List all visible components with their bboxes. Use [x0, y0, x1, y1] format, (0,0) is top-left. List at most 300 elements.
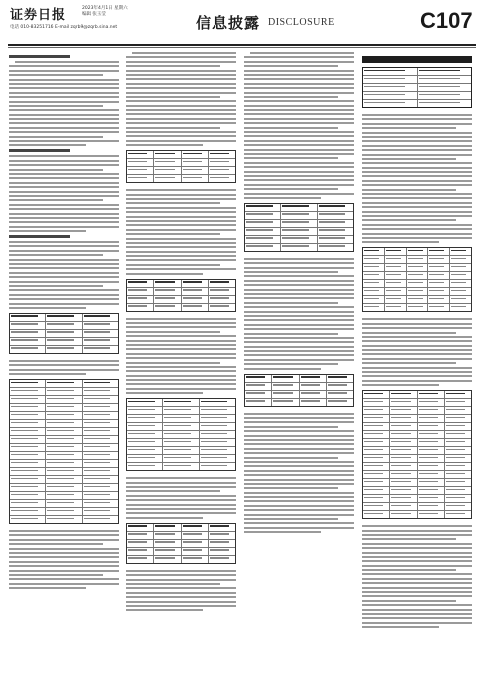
table-cell [127, 431, 163, 438]
text-line [9, 101, 119, 103]
table-cell [127, 447, 163, 454]
table-cell [10, 420, 46, 427]
text-line [244, 118, 354, 120]
table-row [127, 540, 235, 548]
table-cell [200, 463, 235, 470]
table-cell [363, 407, 390, 414]
text-line [362, 215, 472, 217]
column-body [362, 56, 472, 628]
text-line [362, 118, 472, 120]
text-line [244, 92, 354, 94]
table-row [127, 447, 235, 455]
text-line [244, 179, 354, 181]
table-row [10, 338, 118, 346]
text-line [9, 114, 119, 116]
table-cell [182, 151, 209, 158]
table-cell [154, 175, 181, 182]
table-row [363, 391, 471, 399]
text-line [244, 297, 354, 299]
text-line [244, 56, 354, 58]
table-cell [418, 511, 445, 518]
table-cell [83, 476, 118, 483]
text-line [126, 61, 236, 63]
text-line [244, 135, 354, 137]
table-cell [445, 479, 471, 486]
text-line [9, 173, 119, 175]
data-table [244, 374, 354, 407]
table-cell [10, 388, 46, 395]
table-cell [390, 503, 417, 510]
table-cell [390, 487, 417, 494]
table-row [363, 503, 471, 511]
data-table [9, 379, 119, 524]
table-cell [390, 511, 417, 518]
text-line [244, 127, 338, 129]
table-row [363, 280, 471, 288]
text-line [9, 543, 103, 545]
column-body [9, 55, 119, 589]
table-row [363, 495, 471, 503]
table-cell [10, 476, 46, 483]
text-line [362, 578, 472, 580]
table-row [10, 508, 118, 516]
table-cell [390, 407, 417, 414]
table-cell [154, 280, 181, 287]
text-line [126, 131, 236, 133]
text-line [362, 573, 472, 575]
text-line [362, 353, 472, 355]
text-line [9, 217, 119, 219]
text-line [126, 100, 236, 102]
issue-date: 2023年4月1日 星期六 [82, 6, 128, 11]
table-cell [418, 76, 472, 83]
text-line [244, 531, 321, 533]
table-cell [154, 524, 181, 531]
table-cell [300, 391, 327, 398]
text-line [126, 74, 236, 76]
text-line [126, 194, 236, 196]
text-line [244, 461, 354, 463]
text-line [244, 479, 354, 481]
text-line [244, 289, 354, 291]
text-line [126, 216, 236, 218]
table-cell [245, 383, 272, 390]
table-cell [83, 444, 118, 451]
table-row [10, 346, 118, 353]
table-row [10, 484, 118, 492]
table-row [127, 431, 235, 439]
text-line [362, 613, 472, 615]
text-line [362, 171, 472, 173]
text-line [126, 127, 220, 129]
text-line [9, 285, 103, 287]
table-cell [10, 436, 46, 443]
table-cell [127, 415, 163, 422]
table-row [363, 415, 471, 423]
text-line [126, 70, 236, 72]
text-line [244, 328, 354, 330]
table-row [127, 423, 235, 431]
text-line [244, 153, 354, 155]
masthead-meta [82, 6, 128, 18]
table-cell [83, 460, 118, 467]
text-line [244, 149, 354, 151]
table-cell [209, 304, 235, 311]
table-cell [363, 391, 390, 398]
table-cell [327, 399, 353, 406]
table-cell [385, 272, 407, 279]
table-cell [245, 212, 281, 219]
text-line [126, 255, 236, 257]
text-line [9, 263, 119, 265]
table-cell [127, 159, 154, 166]
table-cell [46, 412, 82, 419]
table-cell [209, 556, 235, 563]
table-cell [127, 288, 154, 295]
text-line [362, 189, 456, 191]
table-cell [154, 304, 181, 311]
table-cell [390, 423, 417, 430]
table-cell [418, 455, 445, 462]
text-line [126, 92, 236, 94]
table-cell [182, 548, 209, 555]
text-line [9, 208, 119, 210]
table-cell [182, 159, 209, 166]
table-row [245, 204, 353, 212]
text-line [362, 158, 456, 160]
table-cell [10, 380, 46, 387]
table-cell [83, 314, 118, 321]
table-row [363, 256, 471, 264]
text-line [244, 74, 354, 76]
text-line [244, 483, 354, 485]
text-line [362, 587, 472, 589]
table-cell [200, 447, 235, 454]
table-row [363, 423, 471, 431]
table-cell [10, 428, 46, 435]
table-cell [154, 296, 181, 303]
text-line [244, 514, 354, 516]
text-line [126, 375, 236, 377]
text-line [362, 327, 472, 329]
text-line [362, 525, 472, 527]
page-header [0, 0, 484, 44]
table-row [363, 439, 471, 447]
paragraph-heading [9, 149, 70, 152]
table-cell [46, 492, 82, 499]
text-line [362, 367, 472, 369]
table-cell [245, 204, 281, 211]
text-line [244, 452, 354, 454]
page-number: C107 [420, 8, 473, 33]
text-line [244, 306, 354, 308]
text-line [126, 109, 236, 111]
table-cell [385, 280, 407, 287]
table-cell [245, 228, 281, 235]
text-line [126, 392, 203, 394]
table-cell [390, 399, 417, 406]
table-row [10, 444, 118, 452]
text-line [362, 224, 472, 226]
table-cell [182, 540, 209, 547]
table-row [127, 407, 235, 415]
text-line [362, 543, 472, 545]
text-line [126, 353, 236, 355]
table-cell [10, 484, 46, 491]
table-cell [407, 248, 429, 255]
text-line [126, 512, 236, 514]
text-line [9, 144, 86, 146]
table-cell [445, 455, 471, 462]
table-cell [154, 548, 181, 555]
table-cell [418, 503, 445, 510]
text-line [9, 92, 119, 94]
text-line [126, 242, 236, 244]
text-line [9, 70, 119, 72]
table-cell [418, 423, 445, 430]
text-line [362, 358, 472, 360]
table-cell [46, 468, 82, 475]
table-cell [182, 524, 209, 531]
text-line [244, 258, 354, 260]
table-cell [46, 460, 82, 467]
table-row [363, 431, 471, 439]
table-row [363, 288, 471, 296]
table-cell [450, 280, 471, 287]
table-cell [418, 415, 445, 422]
table-cell [390, 495, 417, 502]
text-line [9, 565, 119, 567]
table-cell [46, 500, 82, 507]
table-cell [209, 280, 235, 287]
text-line [244, 96, 338, 98]
table-cell [46, 380, 82, 387]
text-line [244, 363, 338, 365]
table-cell [46, 388, 82, 395]
text-line [362, 332, 456, 334]
text-line [9, 289, 119, 291]
table-cell [428, 248, 450, 255]
text-line [126, 583, 220, 585]
text-line [126, 357, 236, 359]
table-cell [272, 399, 299, 406]
text-line [244, 341, 354, 343]
table-cell [46, 330, 82, 337]
text-line [362, 591, 472, 593]
text-line [9, 561, 119, 563]
text-line [362, 202, 472, 204]
table-cell [154, 532, 181, 539]
text-line [362, 569, 456, 571]
text-line [244, 509, 354, 511]
table-cell [83, 484, 118, 491]
table-cell [445, 439, 471, 446]
text-line [362, 345, 472, 347]
table-cell [127, 556, 154, 563]
table-cell [46, 420, 82, 427]
table-cell [10, 330, 46, 337]
table-cell [10, 338, 46, 345]
table-cell [363, 503, 390, 510]
text-line [362, 556, 472, 558]
text-line [9, 79, 119, 81]
text-line [362, 127, 456, 129]
text-line [9, 226, 119, 228]
table-row [10, 380, 118, 388]
text-line [244, 267, 354, 269]
table-row [363, 463, 471, 471]
text-line [362, 560, 472, 562]
text-line [244, 359, 354, 361]
table-row [363, 264, 471, 272]
table-cell [445, 463, 471, 470]
table-cell [245, 375, 272, 382]
text-line [126, 105, 236, 107]
table-cell [418, 391, 445, 398]
table-cell [428, 296, 450, 303]
table-cell [127, 455, 163, 462]
text-line [362, 228, 472, 230]
table-cell [127, 399, 163, 406]
text-line [126, 220, 236, 222]
table-row [363, 407, 471, 415]
text-line [9, 83, 119, 85]
text-column-3 [244, 52, 354, 692]
text-line [126, 318, 236, 320]
text-line [362, 617, 472, 619]
table-cell [46, 452, 82, 459]
table-cell [450, 288, 471, 295]
table-cell [407, 304, 429, 311]
text-line [244, 78, 354, 80]
text-line [244, 157, 338, 159]
table-cell [385, 256, 407, 263]
text-line [132, 52, 236, 54]
text-line [9, 127, 119, 129]
text-line [126, 331, 220, 333]
table-row [10, 476, 118, 484]
text-line [362, 154, 472, 156]
table-row [363, 511, 471, 518]
table-cell [83, 404, 118, 411]
text-line [250, 52, 354, 54]
text-line [9, 65, 119, 67]
table-cell [418, 92, 472, 99]
table-cell [363, 304, 385, 311]
table-row [245, 244, 353, 251]
table-row [10, 516, 118, 523]
text-line [244, 271, 338, 273]
text-line [9, 281, 119, 283]
table-cell [83, 322, 118, 329]
table-cell [10, 460, 46, 467]
text-line [9, 534, 119, 536]
table-cell [385, 248, 407, 255]
table-cell [363, 471, 390, 478]
table-cell [245, 236, 281, 243]
text-line [9, 250, 119, 252]
table-cell [363, 415, 390, 422]
header-divider-thin [8, 47, 476, 48]
table-cell [245, 399, 272, 406]
text-line [244, 354, 354, 356]
text-line [9, 204, 119, 206]
text-line [362, 175, 472, 177]
table-cell [418, 479, 445, 486]
table-row [245, 375, 353, 383]
table-cell [363, 439, 390, 446]
text-line [244, 439, 354, 441]
text-line [244, 70, 354, 72]
text-line [362, 114, 472, 116]
table-row [363, 68, 471, 76]
text-line [362, 582, 472, 584]
table-cell [83, 436, 118, 443]
table-cell [83, 500, 118, 507]
table-cell [363, 495, 390, 502]
table-cell [163, 423, 199, 430]
table-cell [10, 468, 46, 475]
table-cell [407, 272, 429, 279]
table-cell [209, 175, 235, 182]
table-cell [154, 540, 181, 547]
paragraph-heading [9, 55, 70, 58]
table-cell [418, 487, 445, 494]
text-line [9, 241, 119, 243]
column-body [126, 52, 236, 611]
table-cell [300, 375, 327, 382]
table-cell [272, 383, 299, 390]
text-line [9, 578, 119, 580]
text-line [362, 167, 472, 169]
text-line [9, 254, 103, 256]
table-row [363, 296, 471, 304]
text-line [126, 268, 236, 270]
table-cell [209, 532, 235, 539]
table-cell [245, 391, 272, 398]
text-line [362, 552, 472, 554]
text-line [9, 556, 119, 558]
table-row [127, 288, 235, 296]
table-cell [390, 463, 417, 470]
table-cell [200, 415, 235, 422]
section-title-en: DISCLOSURE [268, 17, 335, 28]
text-line [126, 78, 236, 80]
table-row [10, 460, 118, 468]
text-line [244, 465, 354, 467]
table-cell [209, 151, 235, 158]
text-line [362, 140, 472, 142]
text-line [244, 280, 354, 282]
text-line [244, 166, 354, 168]
table-cell [363, 92, 418, 99]
table-cell [363, 248, 385, 255]
table-cell [385, 296, 407, 303]
table-cell [418, 100, 472, 107]
table-cell [83, 396, 118, 403]
table-cell [127, 423, 163, 430]
text-line [244, 448, 354, 450]
table-cell [209, 167, 235, 174]
table-cell [363, 447, 390, 454]
text-line [362, 622, 472, 624]
table-cell [272, 375, 299, 382]
table-row [10, 420, 118, 428]
data-table [126, 398, 236, 471]
text-line [244, 87, 354, 89]
table-cell [10, 412, 46, 419]
table-cell [300, 399, 327, 406]
